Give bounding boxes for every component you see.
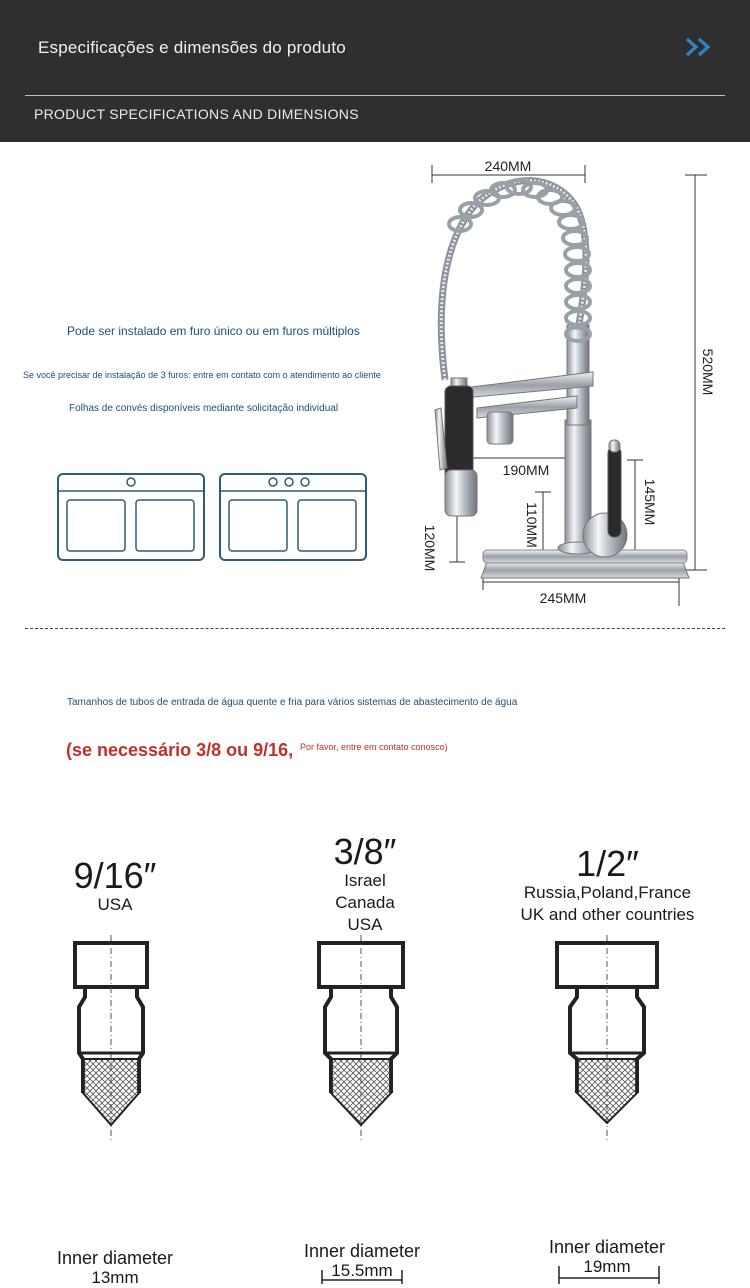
sink-three-hole-diagram: [218, 472, 368, 562]
dim-handle-height: 145MM: [642, 478, 658, 526]
install-line-1: Pode ser instalado em furo único ou em furos múltiplos: [67, 324, 360, 338]
dashed-separator: [25, 628, 725, 629]
pipe-section-title: Tamanhos de tubos de entrada de água quente e fria para vários sistemas de abastecimento de água: [67, 697, 518, 708]
header-banner: [0, 0, 750, 142]
dim-body-height: 110MM: [524, 502, 540, 548]
fitting-country: UK and other countries: [520, 905, 695, 924]
faucet-dimension-drawing: [415, 150, 725, 615]
inner-diameter-value: 19mm: [583, 1257, 631, 1276]
double-chevron-right-icon: [684, 34, 716, 60]
pipe-note: (se necessário 3/8 ou 9/16,: [66, 740, 294, 760]
dim-spray-height: 120MM: [422, 524, 438, 572]
dim-deck-width: 245MM: [539, 590, 587, 606]
inner-diameter-bracket-1-2: [557, 1260, 661, 1284]
fitting-drawing-9-16: [60, 935, 170, 1140]
dim-spout-reach: 190MM: [502, 462, 550, 478]
inner-diameter-label: Inner diameter: [548, 1237, 666, 1257]
fitting-country: Russia,Poland,France: [523, 883, 692, 902]
fitting-size: 1/2″: [576, 843, 639, 884]
inner-diameter-bracket-3-8: [320, 1262, 404, 1284]
page-subtitle: PRODUCT SPECIFICATIONS AND DIMENSIONS: [34, 106, 359, 122]
spring-coils: [449, 180, 590, 341]
inner-diameter-value: 13mm: [91, 1268, 139, 1287]
fitting-drawing-1-2: [550, 935, 670, 1140]
fitting-country: USA: [97, 895, 133, 914]
fitting-label-9-16: [40, 855, 190, 916]
fitting-country: Canada: [335, 893, 395, 912]
dim-height-total: 520MM: [700, 348, 716, 396]
page-title: Especificações e dimensões do produto: [38, 38, 346, 57]
dim-width-top: 240MM: [484, 158, 532, 174]
install-line-2: Se você precisar de instalação de 3 furos: entre em contato com o atendimento ao cliente: [23, 370, 381, 380]
pipe-note-contact: Por favor, entre em contato conosco): [300, 742, 448, 752]
inner-diameter-9-16: [35, 1248, 195, 1288]
inner-diameter-value: 15.5mm: [331, 1261, 393, 1280]
sink-single-hole-diagram: [56, 472, 206, 562]
fitting-country: Israel: [344, 871, 386, 890]
deck-plate: [481, 562, 689, 578]
install-line-3: Folhas de convés disponíveis mediante solicitação individual: [69, 403, 339, 414]
fitting-label-3-8: [290, 831, 440, 936]
fitting-size: 3/8″: [333, 831, 397, 872]
inner-diameter-label: Inner diameter: [56, 1248, 174, 1268]
fitting-label-1-2: [495, 843, 720, 926]
header-divider: [25, 95, 725, 96]
faucet-handle: [608, 447, 621, 537]
fitting-size: 9/16″: [73, 855, 157, 896]
fitting-drawing-3-8: [305, 935, 415, 1140]
fitting-country: USA: [347, 915, 383, 934]
inner-diameter-label: Inner diameter: [303, 1241, 421, 1261]
